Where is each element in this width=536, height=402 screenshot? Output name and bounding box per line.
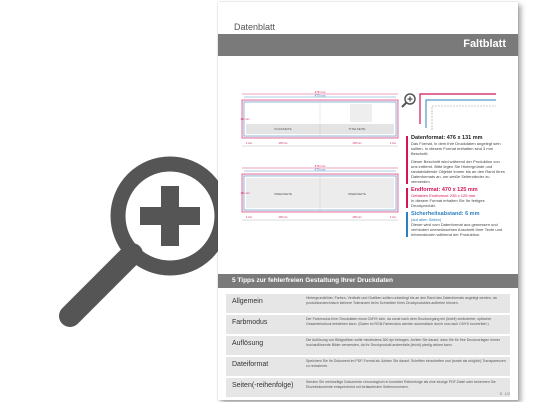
panel-label-inside-1: INNENSEITE bbox=[273, 192, 293, 196]
final-format-heading: Endformat: 470 x 125 mm bbox=[411, 187, 478, 193]
inside-dim-left: 4 mm bbox=[246, 216, 252, 219]
tip-label: Allgemein bbox=[232, 298, 263, 305]
safety-margin-text: Dieser wird vom Datenformat aus gemessen und verhindert unerwünschten Anschnitt Ihrer Texte und Informationen während der Produktion. bbox=[411, 222, 503, 237]
document-page bbox=[218, 2, 518, 400]
tip-text: Der Farbmodus Ihrer Druckdaten muss CMYK sein, da sonst nach dem Druckvorgang ein (leicht) veränderter, optischer Gesamteindruck entstehen kann. (Daten im RGB-Farbmodus werden automatisch durch uns nach CMYK konvertiert.) bbox=[306, 317, 492, 326]
tip-row bbox=[226, 315, 510, 334]
tip-row bbox=[226, 336, 510, 355]
panel-label-inside-2: INNENSEITE bbox=[347, 192, 367, 196]
safety-margin-heading: Sicherheitsabstand: 6 mm bbox=[411, 211, 480, 217]
layout-diagram-front bbox=[240, 90, 400, 156]
tip-row bbox=[226, 378, 510, 397]
inside-width-label: 476 mm bbox=[314, 164, 326, 168]
datasheet-label: Datenblatt bbox=[230, 20, 292, 34]
tip-label: Auflösung bbox=[232, 340, 264, 347]
tip-text: Speichern Sie Ihr Dokument im PDF-Format ab. Achten Sie darauf, Schriften einzubetten und (sowie als möglich) Transparenzen zu reduzieren. bbox=[306, 359, 506, 368]
front-dim-right: 4 mm bbox=[390, 142, 396, 145]
inside-dim-panel-2: 235 mm bbox=[352, 216, 362, 219]
zoom-small-icon bbox=[402, 94, 415, 107]
panel-label-back: RÜCKSEITE bbox=[274, 127, 292, 131]
inside-inner-width-label: 470 mm bbox=[314, 167, 326, 172]
inside-height-label: 131 mm bbox=[240, 192, 250, 195]
tips-title: 5 Tipps zur fehlerfreien Gestaltung Ihrer Druckdaten bbox=[232, 277, 393, 284]
tips-heading-bar bbox=[218, 274, 518, 288]
tip-row bbox=[226, 294, 510, 313]
front-dim-panel-1: 235 mm bbox=[278, 142, 288, 145]
front-dim-left: 4 mm bbox=[246, 142, 252, 145]
page-number: S. 1/2 bbox=[499, 391, 510, 396]
tip-label: Dateiformat bbox=[232, 361, 269, 368]
front-dim-panel-2: 235 mm bbox=[352, 142, 362, 145]
data-format-text: Das Format, in dem Ihre Druckdaten angelegt sein sollten. In diesem Format enthalten sind 3 mm Beschnitt. bbox=[411, 141, 501, 156]
inside-dim-right: 4 mm bbox=[390, 216, 396, 219]
tip-label: Seiten(-reihenfolge) bbox=[232, 382, 294, 389]
tip-label: Farbmodus bbox=[232, 319, 268, 326]
folded-format-text: Gefalzten Endformat: 235 x 125 mm bbox=[411, 193, 476, 198]
page-title: Faltblatt bbox=[463, 38, 506, 50]
safety-margin-note: (auf allen Seiten) bbox=[411, 217, 442, 222]
header-bar bbox=[218, 34, 518, 56]
front-height-label: 131 mm bbox=[240, 118, 250, 121]
front-inner-width-label: 470 mm bbox=[314, 93, 326, 98]
tip-text: Hintergrundbilder, Farben, Verläufe und Grafiken sollten unbedingt bis an den Rand des Datenformats angelegt werden, da produktionstechnisch kleinere Toleranzen beim Schneiden Ihres Druckproduktes auftreten können. bbox=[306, 296, 497, 305]
corner-detail bbox=[396, 88, 504, 132]
data-format-heading: Datenformat: 476 x 131 mm bbox=[411, 135, 483, 141]
inside-dim-panel-1: 235 mm bbox=[278, 216, 288, 219]
front-width-label: 476 mm bbox=[314, 90, 326, 94]
tip-row bbox=[226, 357, 510, 376]
spec-notes bbox=[406, 132, 506, 237]
bleed-text: Dieser Beschnitt wird während der Produktion von uns entfernt. Bitte legen Sie Hintergründe und randabfallende Objekte immer bis an den Rand Ihres Datenformats an, um weiße Seitenränder zu vermeiden. bbox=[411, 159, 505, 184]
final-format-text: In diesem Format erhalten Sie Ihr fertiges Druckprodukt. bbox=[411, 198, 485, 208]
panel-label-title: TITELSEITE bbox=[348, 127, 366, 131]
layout-diagram-inside bbox=[240, 164, 400, 230]
tip-text: Senden Sie mehrseitige Dokumente chronologisch in korrekter Reihenfolge als eine einzige PDF-Datei oder benennen Sie Einzeldokumente entsprechend mit fortlaufenden Seitennummern. bbox=[306, 380, 496, 389]
tip-text: Die Auflösung von Bildgrafiken sollte mindestens 300 dpi betragen. Achten Sie darauf, dass Sie für Ihre Druckvorlagen immer hochauflösende Bilder verwenden, da Ihr Druckprodukt andernfalls (leicht) pixelig wirken kann. bbox=[306, 338, 500, 347]
